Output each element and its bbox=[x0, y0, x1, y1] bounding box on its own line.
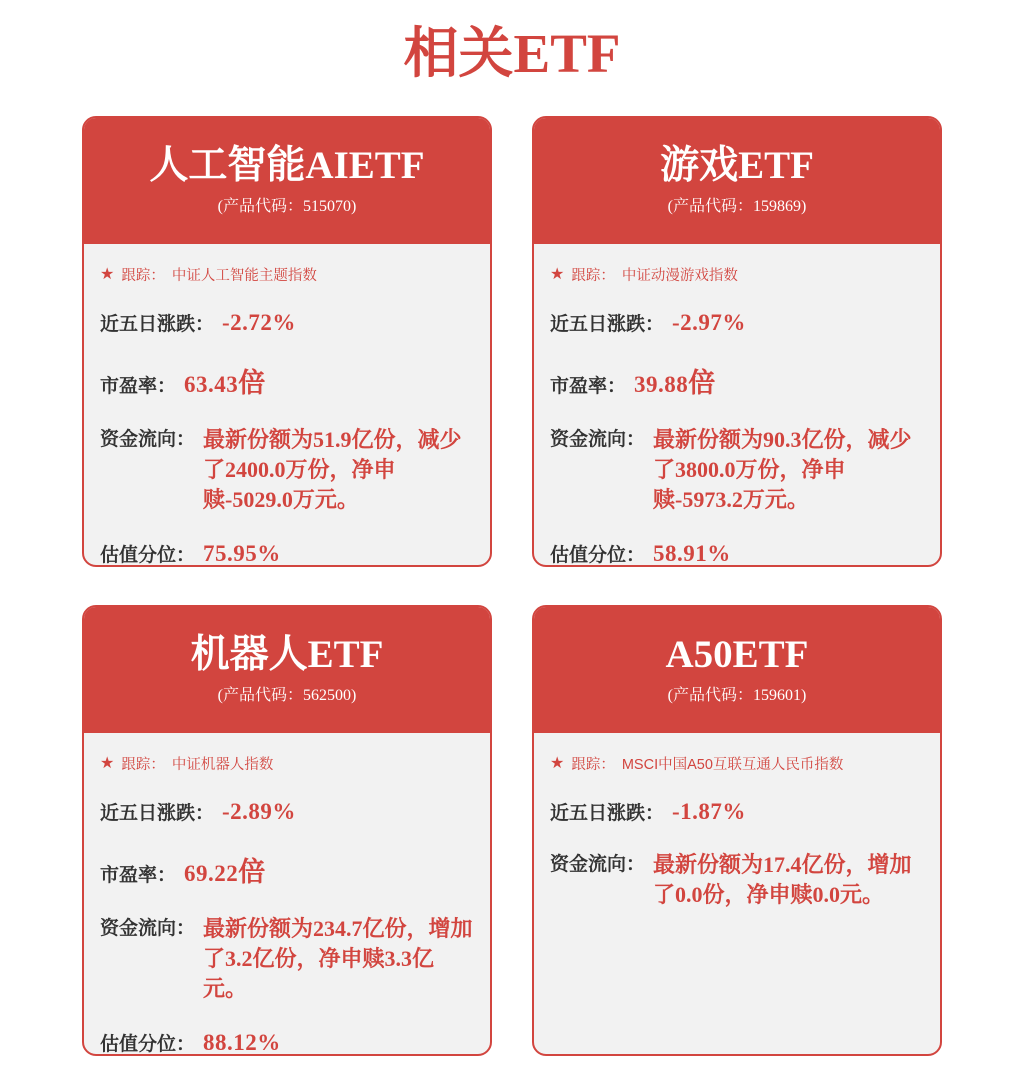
flow-value: 最新份额为90.3亿份，减少了3800.0万份，净申赎-5973.2万元。 bbox=[653, 427, 912, 512]
flow-row bbox=[550, 425, 924, 515]
card-body bbox=[84, 733, 490, 1056]
valuation-row bbox=[550, 540, 924, 567]
card-title-zh: 游戏 bbox=[660, 144, 739, 187]
pe-row bbox=[100, 850, 474, 889]
track-index-name: 中证机器人指数 bbox=[171, 757, 274, 773]
five-day-row bbox=[550, 309, 924, 336]
flow-value: 最新份额为17.4亿份，增加了0.0份，净申赎0.0元。 bbox=[653, 852, 912, 907]
card-body bbox=[534, 244, 940, 567]
card-header bbox=[84, 118, 490, 244]
valuation-value: 58.91% bbox=[653, 541, 731, 566]
flow-value: 最新份额为234.7亿份，增加了3.2亿份，净申赎3.3亿元。 bbox=[203, 916, 473, 1001]
product-code: (产品代码：159601) bbox=[667, 687, 807, 704]
product-code: (产品代码：562500) bbox=[217, 687, 357, 704]
track-label: 跟踪： bbox=[571, 757, 615, 773]
track-label: 跟踪： bbox=[571, 268, 615, 284]
card-body bbox=[84, 244, 490, 567]
valuation-row bbox=[100, 540, 474, 567]
card-header bbox=[84, 607, 490, 733]
five-day-row bbox=[100, 309, 474, 336]
page-title bbox=[0, 14, 1024, 92]
track-label: 跟踪： bbox=[121, 757, 165, 773]
pe-row bbox=[100, 361, 474, 400]
etf-card-grid bbox=[82, 116, 942, 1056]
valuation-label: 估值分位： bbox=[550, 545, 646, 566]
five-day-value: -2.89% bbox=[222, 799, 296, 824]
pe-unit: 倍 bbox=[238, 368, 266, 398]
etf-card-game bbox=[532, 116, 942, 567]
flow-label: 资金流向： bbox=[550, 854, 646, 875]
five-day-label: 近五日涨跌： bbox=[100, 314, 215, 335]
flow-row bbox=[550, 850, 924, 910]
pe-unit: 倍 bbox=[688, 368, 716, 398]
pe-unit: 倍 bbox=[238, 857, 266, 887]
flow-label: 资金流向： bbox=[550, 429, 646, 450]
pe-row bbox=[550, 361, 924, 400]
card-title bbox=[149, 146, 424, 185]
pe-value: 63.43 bbox=[184, 372, 239, 397]
five-day-label: 近五日涨跌： bbox=[100, 803, 215, 824]
flow-row bbox=[100, 914, 474, 1004]
flow-value: 最新份额为51.9亿份，减少了2400.0万份，净申赎-5029.0万元。 bbox=[203, 427, 462, 512]
five-day-value: -2.97% bbox=[672, 310, 746, 335]
track-index-name: 中证人工智能主题指数 bbox=[171, 268, 317, 284]
track-label: 跟踪： bbox=[121, 268, 165, 284]
card-header bbox=[534, 607, 940, 733]
card-title bbox=[191, 635, 384, 674]
flow-label: 资金流向： bbox=[100, 429, 196, 450]
card-title-en: ETF bbox=[738, 144, 814, 187]
star-icon: ★ bbox=[100, 265, 115, 283]
product-code: (产品代码：159869) bbox=[667, 198, 807, 215]
valuation-value: 88.12% bbox=[203, 1030, 281, 1055]
five-day-value: -1.87% bbox=[672, 799, 746, 824]
card-title-zh: 人工智能 bbox=[149, 144, 306, 187]
page-title-zh: 相关 bbox=[403, 22, 514, 84]
star-icon: ★ bbox=[550, 754, 565, 772]
pe-value: 39.88 bbox=[634, 372, 689, 397]
page-title-en: ETF bbox=[513, 23, 621, 84]
etf-card-aietf bbox=[82, 116, 492, 567]
card-title-en: AIETF bbox=[305, 144, 425, 187]
valuation-label: 估值分位： bbox=[100, 545, 196, 566]
track-row bbox=[550, 753, 924, 774]
five-day-label: 近五日涨跌： bbox=[550, 803, 665, 824]
five-day-row bbox=[100, 798, 474, 825]
valuation-label: 估值分位： bbox=[100, 1034, 196, 1055]
valuation-row bbox=[100, 1029, 474, 1056]
card-body bbox=[534, 733, 940, 910]
pe-label: 市盈率： bbox=[100, 376, 177, 397]
card-title bbox=[665, 635, 808, 674]
star-icon: ★ bbox=[100, 754, 115, 772]
five-day-row bbox=[550, 798, 924, 825]
pe-label: 市盈率： bbox=[550, 376, 627, 397]
card-title-en: ETF bbox=[307, 633, 384, 676]
card-header bbox=[534, 118, 940, 244]
flow-label: 资金流向： bbox=[100, 918, 196, 939]
flow-row bbox=[100, 425, 474, 515]
track-row bbox=[100, 753, 474, 774]
pe-label: 市盈率： bbox=[100, 865, 177, 886]
etf-card-a50 bbox=[532, 605, 942, 1056]
five-day-value: -2.72% bbox=[222, 310, 296, 335]
card-title bbox=[660, 146, 814, 185]
card-title-zh: 机器人 bbox=[190, 633, 308, 676]
card-title-en: A50ETF bbox=[665, 633, 809, 676]
track-row bbox=[100, 264, 474, 285]
track-index-name: MSCI中国A50互联互通人民币指数 bbox=[621, 757, 844, 773]
star-icon: ★ bbox=[550, 265, 565, 283]
track-row bbox=[550, 264, 924, 285]
product-code: (产品代码：515070) bbox=[217, 198, 357, 215]
etf-card-robot bbox=[82, 605, 492, 1056]
valuation-value: 75.95% bbox=[203, 541, 281, 566]
pe-value: 69.22 bbox=[184, 861, 239, 886]
five-day-label: 近五日涨跌： bbox=[550, 314, 665, 335]
track-index-name: 中证动漫游戏指数 bbox=[621, 268, 738, 284]
